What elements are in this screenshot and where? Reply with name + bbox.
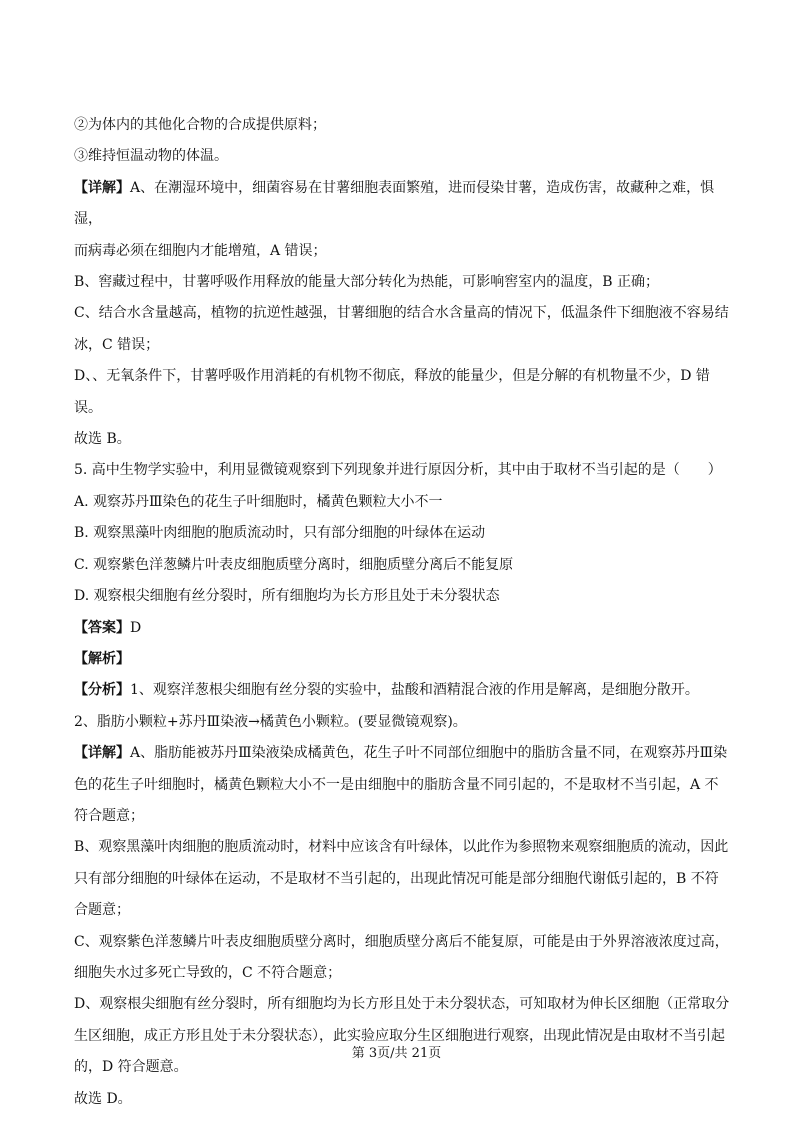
text-line <box>74 644 734 675</box>
text-line <box>74 707 734 738</box>
line-text: C、观察紫色洋葱鳞片叶表皮细胞质壁分离时，细胞质壁分离后不能复原，可能是由于外界溶液浓度过高， <box>74 933 729 950</box>
line-text: C、结合水含量越高，植物的抗逆性越强，甘薯细胞的结合水含量高的情况下，低温条件下细胞液不容易结 <box>74 305 729 322</box>
text-line <box>74 989 734 1020</box>
line-text: 生区细胞，成正方形且处于未分裂状态），此实验应取分生区细胞进行观察，出现此情况是由取材不当引起 <box>74 1027 725 1044</box>
text-line <box>74 832 734 863</box>
text-line <box>74 330 734 361</box>
line-text: A. 观察苏丹Ⅲ染色的花生子叶细胞时，橘黄色颗粒大小不一 <box>74 493 443 510</box>
text-line <box>74 141 734 172</box>
text-line <box>74 895 734 926</box>
section-tag: 【分析】 <box>74 682 130 699</box>
line-text: 合题意； <box>74 902 130 919</box>
text-line <box>74 267 734 298</box>
section-tag: 【答案】 <box>74 619 130 636</box>
line-text: ②为体内的其他化合物的合成提供原料； <box>74 117 326 133</box>
line-text: 色的花生子叶细胞时，橘黄色颗粒大小不一是由细胞中的脂肪含量不同引起的，不是取材不当引起，A 不 <box>74 776 719 793</box>
document-body <box>74 110 734 1115</box>
line-text: B. 观察黑藻叶肉细胞的胞质流动时，只有部分细胞的叶绿体在运动 <box>74 525 486 542</box>
text-line <box>74 550 734 581</box>
line-text: 只有部分细胞的叶绿体在运动，不是取材不当引起的，出现此情况可能是部分细胞代谢低引起的，B 不符 <box>74 870 719 887</box>
line-text: D. 观察根尖细胞有丝分裂时，所有细胞均为长方形且处于未分裂状态 <box>74 588 500 605</box>
line-text: D、观察根尖细胞有丝分裂时，所有细胞均为长方形且处于未分裂状态，可知取材为伸长区细胞（正常取分 <box>74 996 730 1013</box>
text-line <box>74 927 734 958</box>
line-text: 1、观察洋葱根尖细胞有丝分裂的实验中，盐酸和酒精混合液的作用是解离，是细胞分散开。 <box>130 682 699 699</box>
line-text: 而病毒必须在细胞内才能增殖，A 错误； <box>74 242 327 259</box>
line-text: B、窖藏过程中，甘薯呼吸作用释放的能量大部分转化为热能，可影响窖室内的温度，B 正确； <box>74 274 660 291</box>
text-line <box>74 864 734 895</box>
section-tag: 【详解】 <box>74 745 130 762</box>
text-line <box>74 487 734 518</box>
line-text: 故选 B。 <box>74 431 131 448</box>
text-line <box>74 770 734 801</box>
line-text: 5. 高中生物学实验中，利用显微镜观察到下列现象并进行原因分析，其中由于取材不当引起的是（ ） <box>74 462 722 479</box>
line-text: 的，D 符合题意。 <box>74 1059 188 1076</box>
text-line <box>74 801 734 832</box>
line-text: D <box>130 619 142 636</box>
line-text: D、、无氧条件下，甘薯呼吸作用消耗的有机物不彻底，释放的能量少，但是分解的有机物量不少，D 错误。 <box>74 368 710 416</box>
line-text: 符合题意； <box>74 807 144 824</box>
text-line <box>74 298 734 329</box>
section-tag: 【详解】 <box>74 179 130 196</box>
line-text: B、观察黑藻叶肉细胞的胞质流动时，材料中应该含有叶绿体，以此作为参照物来观察细胞质的流动，因此 <box>74 839 729 856</box>
text-line <box>74 518 734 549</box>
line-text: 冰，C 错误； <box>74 336 160 353</box>
text-line <box>74 236 734 267</box>
line-text: C. 观察紫色洋葱鳞片叶表皮细胞质壁分离时，细胞质壁分离后不能复原 <box>74 556 514 573</box>
line-text: A、脂肪能被苏丹Ⅲ染液染成橘黄色，花生子叶不同部位细胞中的脂肪含量不同，在观察苏丹Ⅲ染 <box>130 745 728 762</box>
page-footer: 第 3页/共 21页 <box>351 1046 442 1061</box>
text-line <box>74 424 734 455</box>
text-line <box>74 581 734 612</box>
text-line <box>74 958 734 989</box>
text-line <box>74 173 734 236</box>
text-line <box>74 361 734 424</box>
line-text: ③维持恒温动物的体温。 <box>74 148 228 165</box>
line-text: 细胞失水过多死亡导致的，C 不符合题意； <box>74 964 342 981</box>
line-text: A、在潮湿环境中，细菌容易在甘薯细胞表面繁殖，进而侵染甘薯，造成伤害，故藏种之难，惧湿， <box>74 179 715 228</box>
text-line <box>74 738 734 769</box>
text-line <box>74 1084 734 1115</box>
text-line <box>74 455 734 486</box>
text-line <box>74 613 734 644</box>
line-text: 2、脂肪小颗粒+苏丹Ⅲ染液→橘黄色小颗粒。(要显微镜观察)。 <box>74 713 467 730</box>
line-text: 故选 D。 <box>74 1090 132 1107</box>
section-tag: 【解析】 <box>74 650 130 667</box>
text-line <box>74 675 734 706</box>
text-line <box>74 110 734 141</box>
